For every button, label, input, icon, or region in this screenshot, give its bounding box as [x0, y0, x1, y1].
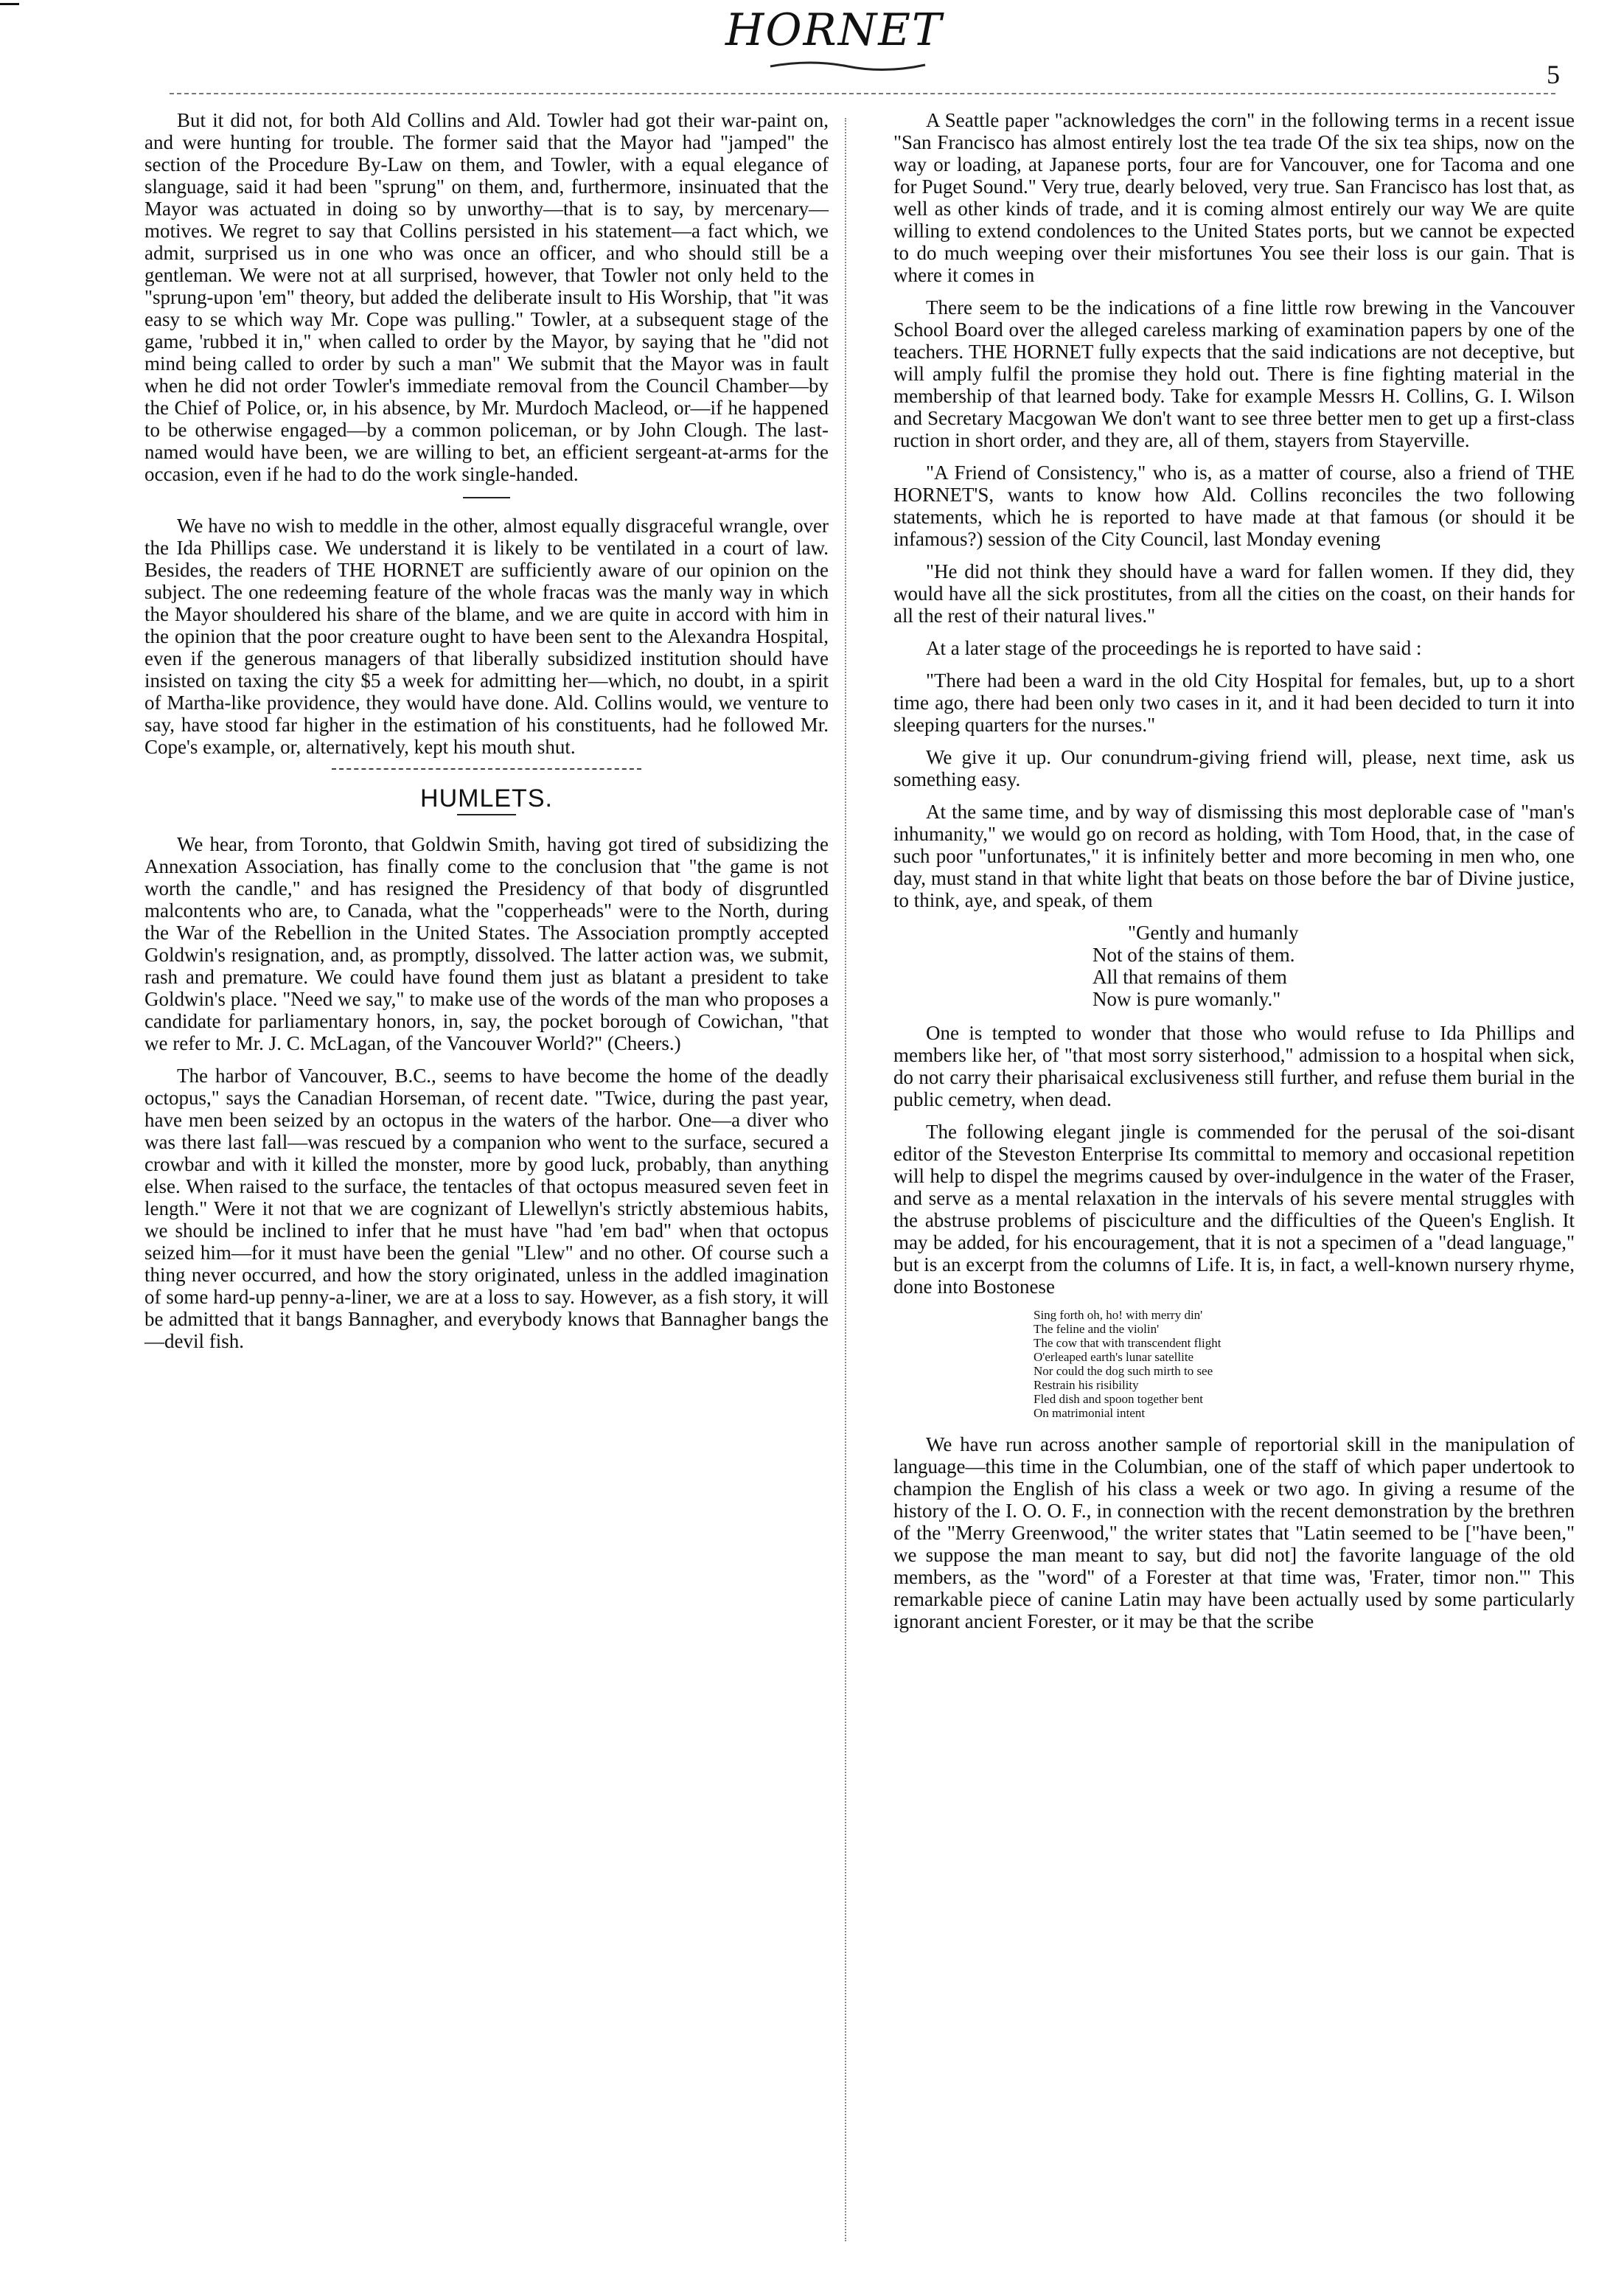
article-paragraph: At a later stage of the proceedings he is reported to have said :	[926, 637, 1422, 659]
verse-line: "Gently and humanly	[1128, 922, 1299, 944]
masthead	[0, 0, 1624, 96]
article-paragraph: We give it up. Our conundrum-giving friend will, please, next time, ask us something easy.	[893, 746, 1575, 790]
verse-line: Not of the stains of them.	[1092, 944, 1295, 966]
verse-line: The cow that with transcendent flight	[1034, 1336, 1222, 1350]
corner-rule	[0, 3, 19, 5]
article-paragraph: A Seattle paper "acknowledges the corn" in the following terms in a recent issue "San Francisco has almost entirely lost the tea trade Of the six tea ships, now on the way or loading, at Japanese ports, four are for Vancouver, one for Tacoma and one for Puget Sound." Very true, dearly beloved, very true. San Francisco has lost that, as well as other kinds of trade, and it is coming almost entirely our way We are quite willing to extend condolences to the United States ports, but we cannot be expected to do much weeping over their misfortunes You see their loss is our gain. That is where it comes in	[893, 109, 1575, 286]
article-paragraph: "A Friend of Consistency," who is, as a matter of course, also a friend of THE HORNET'S, wants to know how Ald. Collins reconciles the two following statements, which he is reported to have made at that famous (or should it be infamous?) session of the City Council, last Monday evening	[893, 462, 1575, 550]
section-title: HUMLETS.	[420, 784, 553, 812]
logo-flourish-icon	[767, 59, 929, 74]
header-rule	[170, 93, 1555, 94]
left-column	[144, 109, 829, 1362]
verse-line: On matrimonial intent	[1034, 1406, 1146, 1420]
verse-line: Nor could the dog such mirth to see	[1034, 1364, 1213, 1378]
right-column	[893, 109, 1575, 1643]
article-paragraph: We have run across another sample of reportorial skill in the manipulation of language—this time in the Columbian, one of the staff of which paper undertook to champion the English of his class a week or two ago. In giving a resume of the history of the I. O. O. F., in connection with the recent demonstration by the brethren of the "Merry Greenwood," the writer states that "Latin seemed to be ["have been," we suppose the man meant to say, but did not] the favorite language of the old members, as the "word" of a Forester at that time was, 'Frater, timor non.'" This remarkable piece of canine Latin may have been actually used by some particularly ignorant ancient Forester, or it may be that the scribe	[893, 1433, 1575, 1632]
article-paragraph: At the same time, and by way of dismissing this most deplorable case of "man's inhumanity," we would go on record as holding, with Tom Hood, that, in the case of such poor "unfortunates," it is infinitely better and more becoming in men who, one day, must stand in that white light that beats on those before the bar of Divine justice, to think, aye, and speak, of them	[893, 801, 1575, 911]
verse-line: All that remains of them	[1092, 966, 1287, 988]
verse-line: Sing forth oh, ho! with merry din'	[1034, 1308, 1203, 1322]
masthead-logo: HORNET	[725, 4, 944, 56]
article-paragraph: The harbor of Vancouver, B.C., seems to have become the home of the deadly octopus," says the Canadian Horseman, of recent date. "Twice, during the past year, have men been seized by an octopus in the waters of the harbor. One—a diver who was there last fall—was rescued by a companion who went to the surface, secured a crowbar and with it killed the monster, more by good luck, probably, than anything else. When raised to the surface, the tentacles of that octopus measured seven feet in length." Were it not that we are cognizant of Llewellyn's strictly abstemious habits, we should be inclined to infer that he must have "had 'em bad" when that octopus seized him—for it must have been the genial "Llew" and no other. Of course such a thing never occurred, and how the story originated, unless in the addled imagination of some hard-up penny-a-liner, we are at a loss to say. However, as a fish story, it will be admitted that it bangs Bannagher, and everybody knows that Bannagher bangs the—devil fish.	[144, 1065, 829, 1352]
verse-line: Fled dish and spoon together bent	[1034, 1392, 1203, 1406]
article-paragraph: One is tempted to wonder that those who would refuse to Ida Phillips and members like her, of "that most sorry sisterhood," admission to a hospital when sick, do not carry their pharisaical exclusiveness still further, and refuse them burial in the public cemetry, when dead.	[893, 1022, 1575, 1110]
verse-line: The feline and the violin'	[1034, 1322, 1160, 1336]
article-paragraph: The following elegant jingle is commended for the perusal of the soi-disant editor of the Steveston Enterprise Its committal to memory and occasional repetition will help to dispel the megrims caused by over-indulgence in the water of the Fraser, and serve as a mental relaxation in the intervals of his severe mental struggles with the abstruse problems of pisciculture and the difficulties of the Queen's English. It may be added, for his encouragement, that it is not a specimen of a "dead language," but is an excerpt from the columns of Life. It is, in fact, a well-known nursery rhyme, done into Bostonese	[893, 1121, 1575, 1298]
article-paragraph: There seem to be the indications of a fine little row brewing in the Vancouver School Board over the alleged careless marking of examination papers by one of the teachers. THE HORNET fully expects that the said indications are not deceptive, but will amply fulfil the promise they hold out. There is fine fighting material in the membership of that learned body. Take for example Messrs H. Collins, G. I. Wilson and Secretary Macgowan We don't want to see three better men to get up a first-class ruction in short order, and they are, all of them, stayers from Stayerville.	[893, 296, 1575, 451]
article-paragraph: We have no wish to meddle in the other, almost equally disgraceful wrangle, over the Ida Phillips case. We understand it is likely to be ventilated in a court of law. Besides, the readers of THE HORNET are sufficiently aware of our opinion on the subject. The one redeeming feature of the whole fracas was the manly way in which the Mayor shouldered his share of the blame, and we are quite in accord with him in the opinion that the poor creature ought to have been sent to the Alexandra Hospital, even if the generous managers of that liberally subsidized institution should have insisted on taxing the city $5 a week for admitting her—which, no doubt, in a spirit of Martha-like providence, they would have done. Ald. Collins would, we venture to say, have stood far higher in the estimation of his constituents, had he followed Mr. Cope's example, or, alternatively, kept his mouth shut.	[144, 515, 829, 758]
page-number: 5	[1547, 60, 1560, 89]
separator-dashed-rule	[332, 768, 641, 770]
quoted-paragraph: "He did not think they should have a ward for fallen women. If they did, they would have all the sick prostitutes, from all the cities on the coast, on their hands for all the rest of their natural lives."	[893, 560, 1575, 627]
quoted-paragraph: "There had been a ward in the old City Hospital for females, but, up to a short time ago, there had been only two cases in it, and it had been decided to turn it into sleeping quarters for the nurses."	[893, 669, 1575, 736]
column-divider	[845, 118, 846, 2241]
section-title-rule	[457, 814, 516, 815]
verse-line: Now is pure womanly."	[1092, 988, 1281, 1010]
article-paragraph: But it did not, for both Ald Collins and Ald. Towler had got their war-paint on, and were hunting for trouble. The former said that the Mayor had "jamped" the section of the Procedure By-Law on them, and Towler, with a equal elegance of slanguage, said it had been "sprung" on them, and, furthermore, insinuated that the Mayor was actuated in doing so by unworthy—that is to say, by mercenary—motives. We regret to say that Collins persisted in his statement—a fact which, we admit, surprised us in one who was once an officer, and who should still be a gentleman. We were not at all surprised, however, that Towler not only held to the "sprung-upon 'em" theory, but added the deliberate insult to His Worship, that "it was easy to se which way Mr. Cope was pulling." Towler, at a subsequent stage of the game, 'rubbed it in," when called to order by the Mayor, by saying that he "did not mind being called to order by such a man" We submit that the Mayor was in fault when he did not order Towler's immediate removal from the Council Chamber—by the Chief of Police, or, in his absence, by Mr. Murdoch Macleod, or—if he happened to be otherwise engaged—by a common policeman, or by John Clough. The last-named would have been, we are willing to bet, an efficient sergeant-at-arms for the occasion, even if he had to do the work single-handed.	[144, 109, 829, 485]
verse-line: Restrain his risibility	[1034, 1378, 1139, 1392]
verse-line: O'erleaped earth's lunar satellite	[1034, 1350, 1194, 1364]
poem-verse	[1092, 922, 1575, 1010]
article-paragraph: We hear, from Toronto, that Goldwin Smith, having got tired of subsidizing the Annexation Association, has finally come to the conclusion that "the game is not worth the candle," and has resigned the Presidency of that body of disgruntled malcontents who are, to Canada, what the "copperheads" were to the North, during the War of the Rebellion in the United States. The Association promptly accepted Goldwin's resignation, and, as promptly, dissolved. The latter action was, we submit, rash and premature. We could have found them just as blatant a president to take Goldwin's place. "Need we say," to make use of the words of the man who proposes a candidate for parliamentary honors, in, say, the pocket borough of Cowichan, "that we refer to Mr. J. C. McLagan, of the Vancouver World?" (Cheers.)	[144, 833, 829, 1054]
nursery-rhyme-verse	[1034, 1308, 1575, 1420]
separator-rule	[463, 497, 510, 498]
